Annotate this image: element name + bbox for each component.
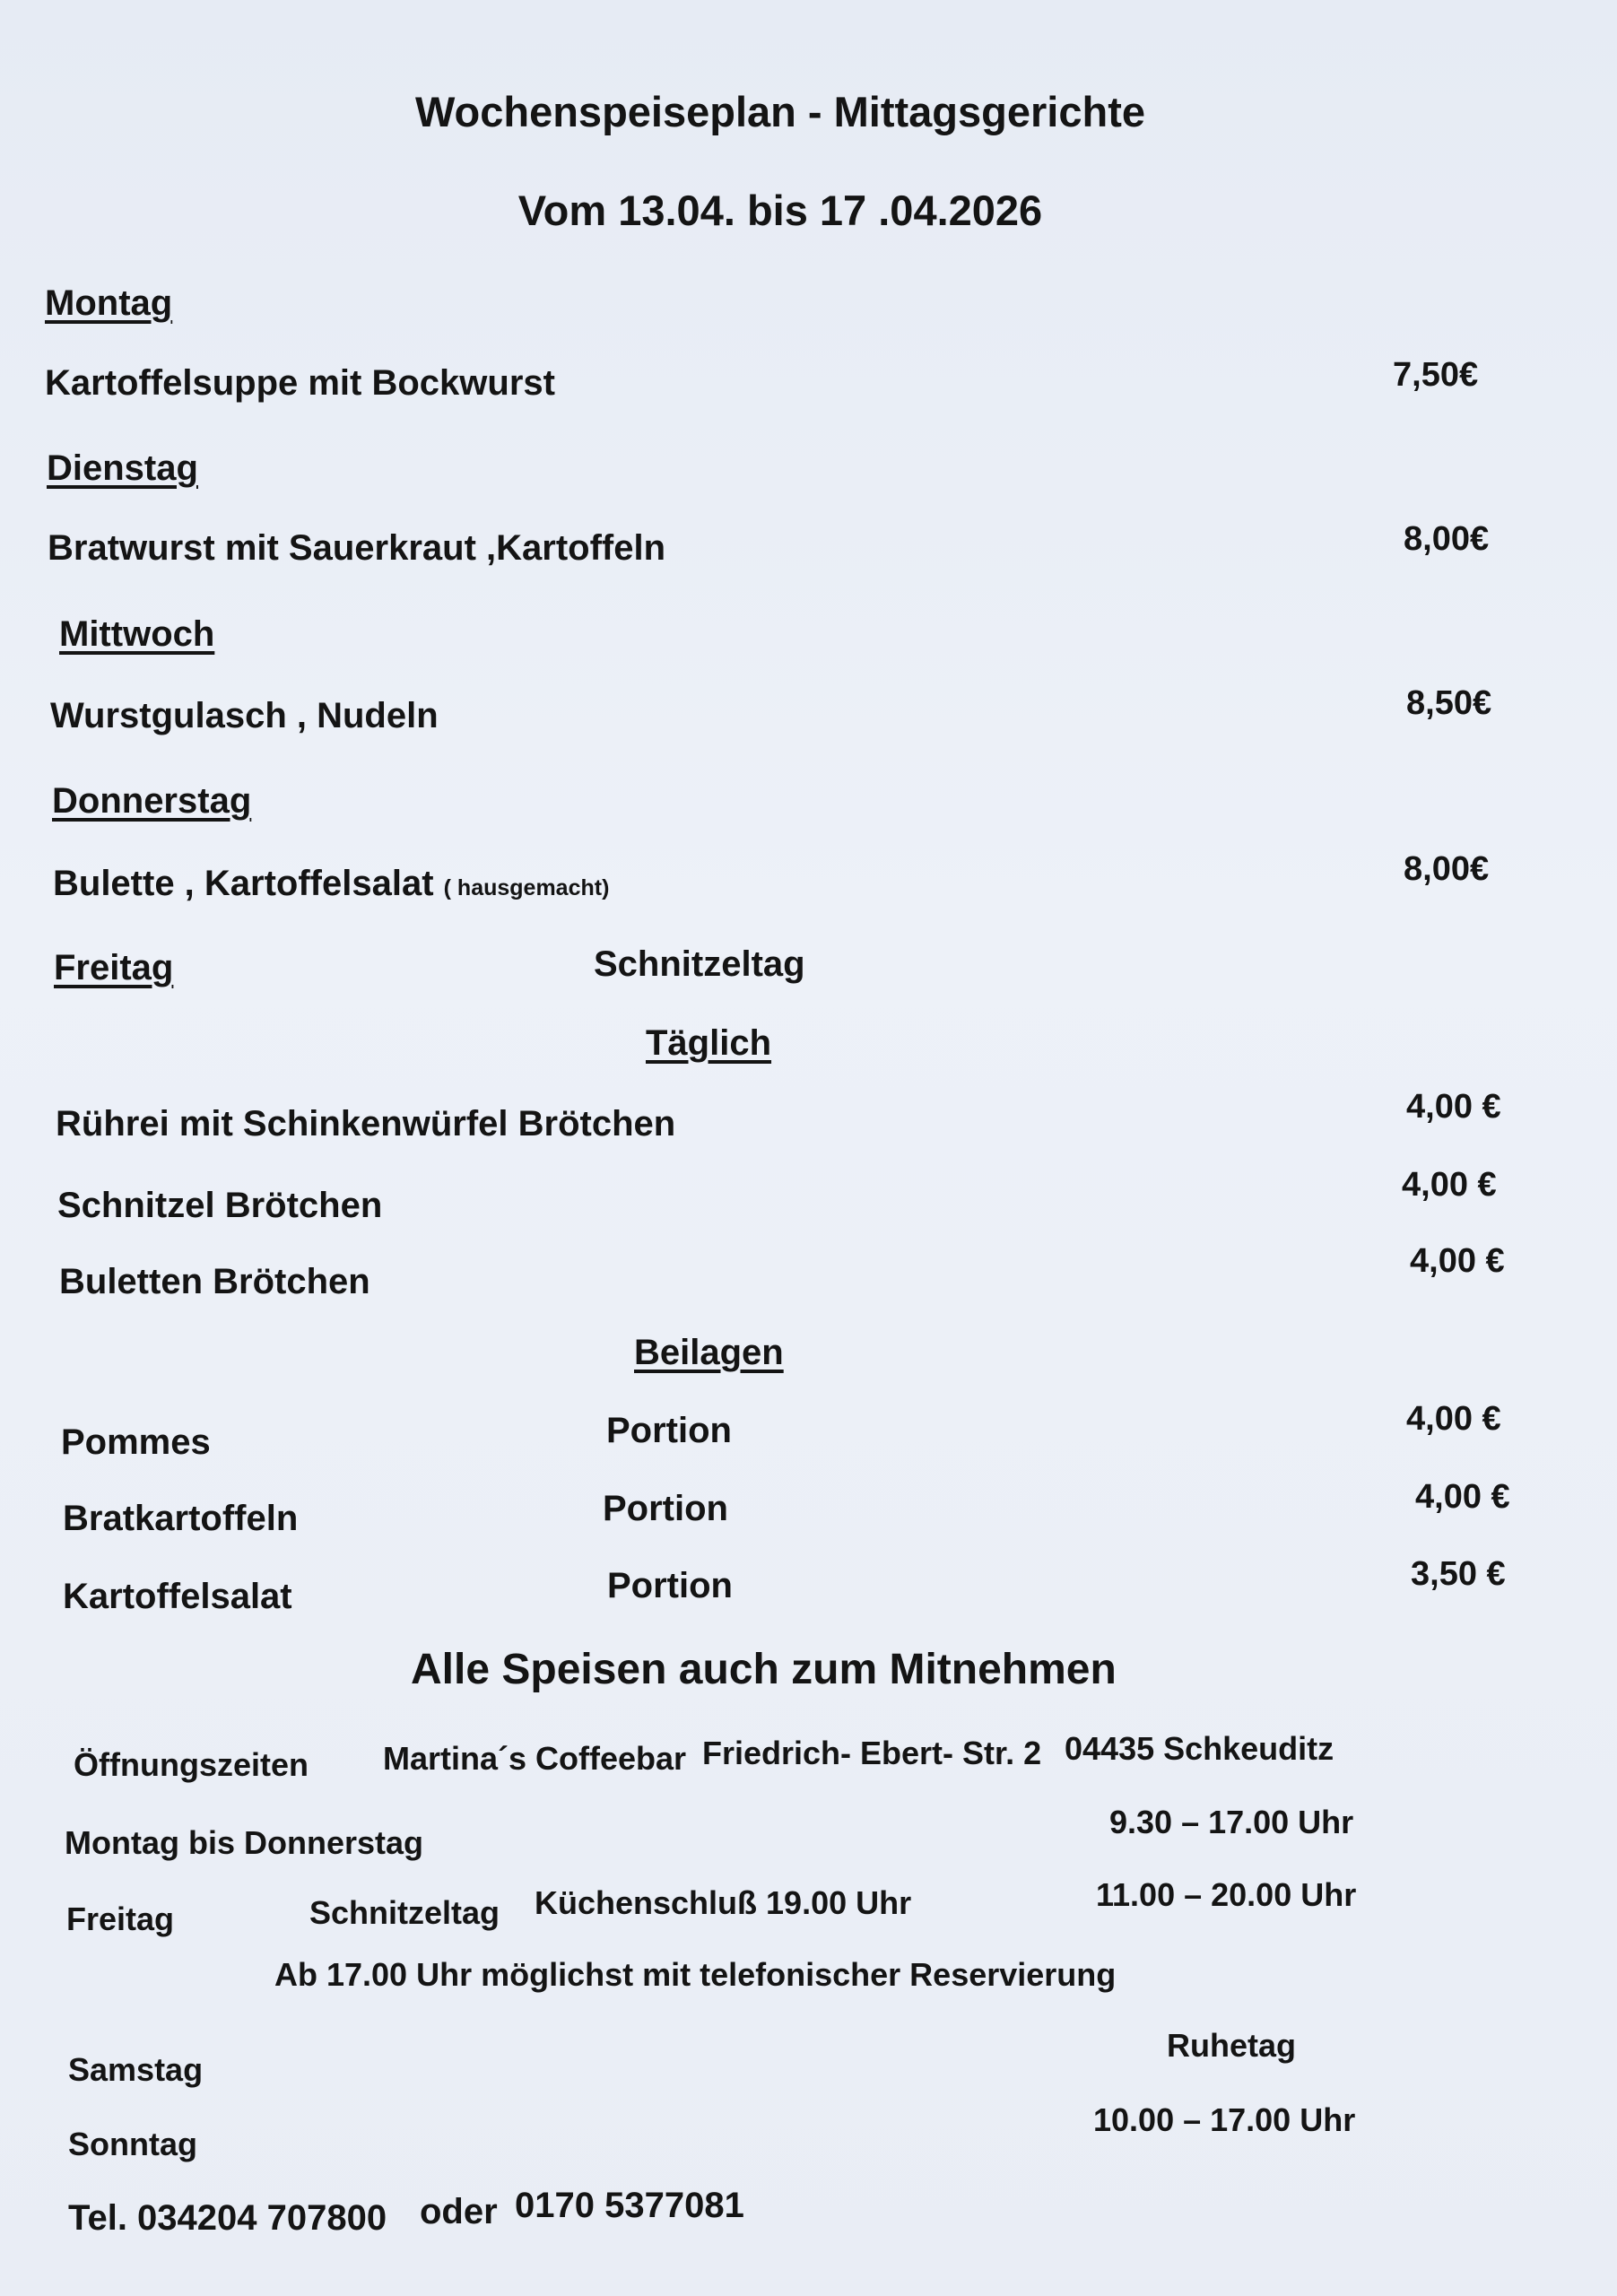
- hours-sun-day: Sonntag: [68, 2126, 197, 2162]
- dish-monday: Kartoffelsuppe mit Bockwurst: [45, 363, 555, 403]
- day-heading-friday: Freitag: [54, 948, 174, 987]
- date-range: Vom 13.04. bis 17 .04.2026: [517, 187, 1043, 234]
- daily-item: Rührei mit Schinkenwürfel Brötchen: [56, 1104, 676, 1144]
- hours-sat: Ruhetag: [1167, 2027, 1296, 2064]
- side-item-unit: Portion: [603, 1489, 728, 1528]
- side-item: Kartoffelsalat: [63, 1577, 292, 1616]
- phone-number: Tel. 034204 707800: [68, 2198, 387, 2238]
- hours-mon-thu-day: Montag bis Donnerstag: [65, 1824, 424, 1861]
- side-item-price: 4,00 €: [1415, 1478, 1510, 1516]
- hours-fri-special: Schnitzeltag: [309, 1894, 500, 1931]
- price-tuesday: 8,00€: [1404, 520, 1490, 558]
- hours-fri-day: Freitag: [66, 1900, 175, 1937]
- daily-item-price: 4,00 €: [1406, 1088, 1501, 1126]
- takeaway-note: Alle Speisen auch zum Mitnehmen: [411, 1646, 1117, 1693]
- side-item: Pommes: [61, 1422, 211, 1462]
- daily-item: Buletten Brötchen: [59, 1262, 370, 1301]
- section-heading-sides: Beilagen: [634, 1333, 784, 1372]
- day-heading-monday: Montag: [45, 283, 173, 323]
- dish-tuesday: Bratwurst mit Sauerkraut ,Kartoffeln: [48, 528, 666, 568]
- mobile-number: 0170 5377081: [515, 2186, 744, 2225]
- page-title: Wochenspeiseplan - Mittagsgerichte: [415, 88, 1145, 135]
- day-heading-wednesday: Mittwoch: [59, 614, 215, 654]
- hours-mon-thu: 9.30 – 17.00 Uhr: [1109, 1804, 1354, 1840]
- opening-label: Öffnungszeiten: [74, 1746, 309, 1783]
- venue-street: Friedrich- Ebert- Str. 2: [702, 1735, 1042, 1771]
- friday-special: Schnitzeltag: [594, 944, 805, 984]
- price-monday: 7,50€: [1393, 356, 1479, 394]
- hours-sat-day: Samstag: [68, 2051, 204, 2088]
- price-wednesday: 8,50€: [1406, 684, 1492, 722]
- side-item-unit: Portion: [606, 1411, 732, 1450]
- hours-sun: 10.00 – 17.00 Uhr: [1093, 2101, 1356, 2138]
- day-heading-tuesday: Dienstag: [47, 448, 198, 488]
- price-thursday: 8,00€: [1404, 850, 1490, 888]
- daily-item: Schnitzel Brötchen: [57, 1186, 383, 1225]
- side-item-price: 4,00 €: [1406, 1400, 1501, 1438]
- venue-name: Martina´s Coffeebar: [383, 1740, 687, 1777]
- dish-wednesday: Wurstgulasch , Nudeln: [50, 696, 439, 735]
- daily-item-price: 4,00 €: [1402, 1166, 1497, 1204]
- side-item: Bratkartoffeln: [63, 1499, 299, 1538]
- side-item-price: 3,50 €: [1411, 1555, 1506, 1593]
- venue-city: 04435 Schkeuditz: [1065, 1730, 1334, 1767]
- hours-fri: 11.00 – 20.00 Uhr: [1096, 1876, 1357, 1913]
- phone-or: oder: [420, 2192, 498, 2231]
- reservation-note: Ab 17.00 Uhr möglichst mit telefonischer Reservierung: [274, 1956, 1117, 1993]
- day-heading-thursday: Donnerstag: [52, 781, 252, 821]
- dish-thursday-note: ( hausgemacht): [443, 875, 610, 900]
- dish-thursday: [53, 864, 609, 904]
- kitchen-close: Küchenschluß 19.00 Uhr: [535, 1884, 912, 1921]
- side-item-unit: Portion: [607, 1566, 733, 1605]
- dish-thursday-name: Bulette , Kartoffelsalat: [53, 864, 434, 903]
- daily-item-price: 4,00 €: [1410, 1242, 1505, 1280]
- section-heading-daily: Täglich: [646, 1023, 772, 1063]
